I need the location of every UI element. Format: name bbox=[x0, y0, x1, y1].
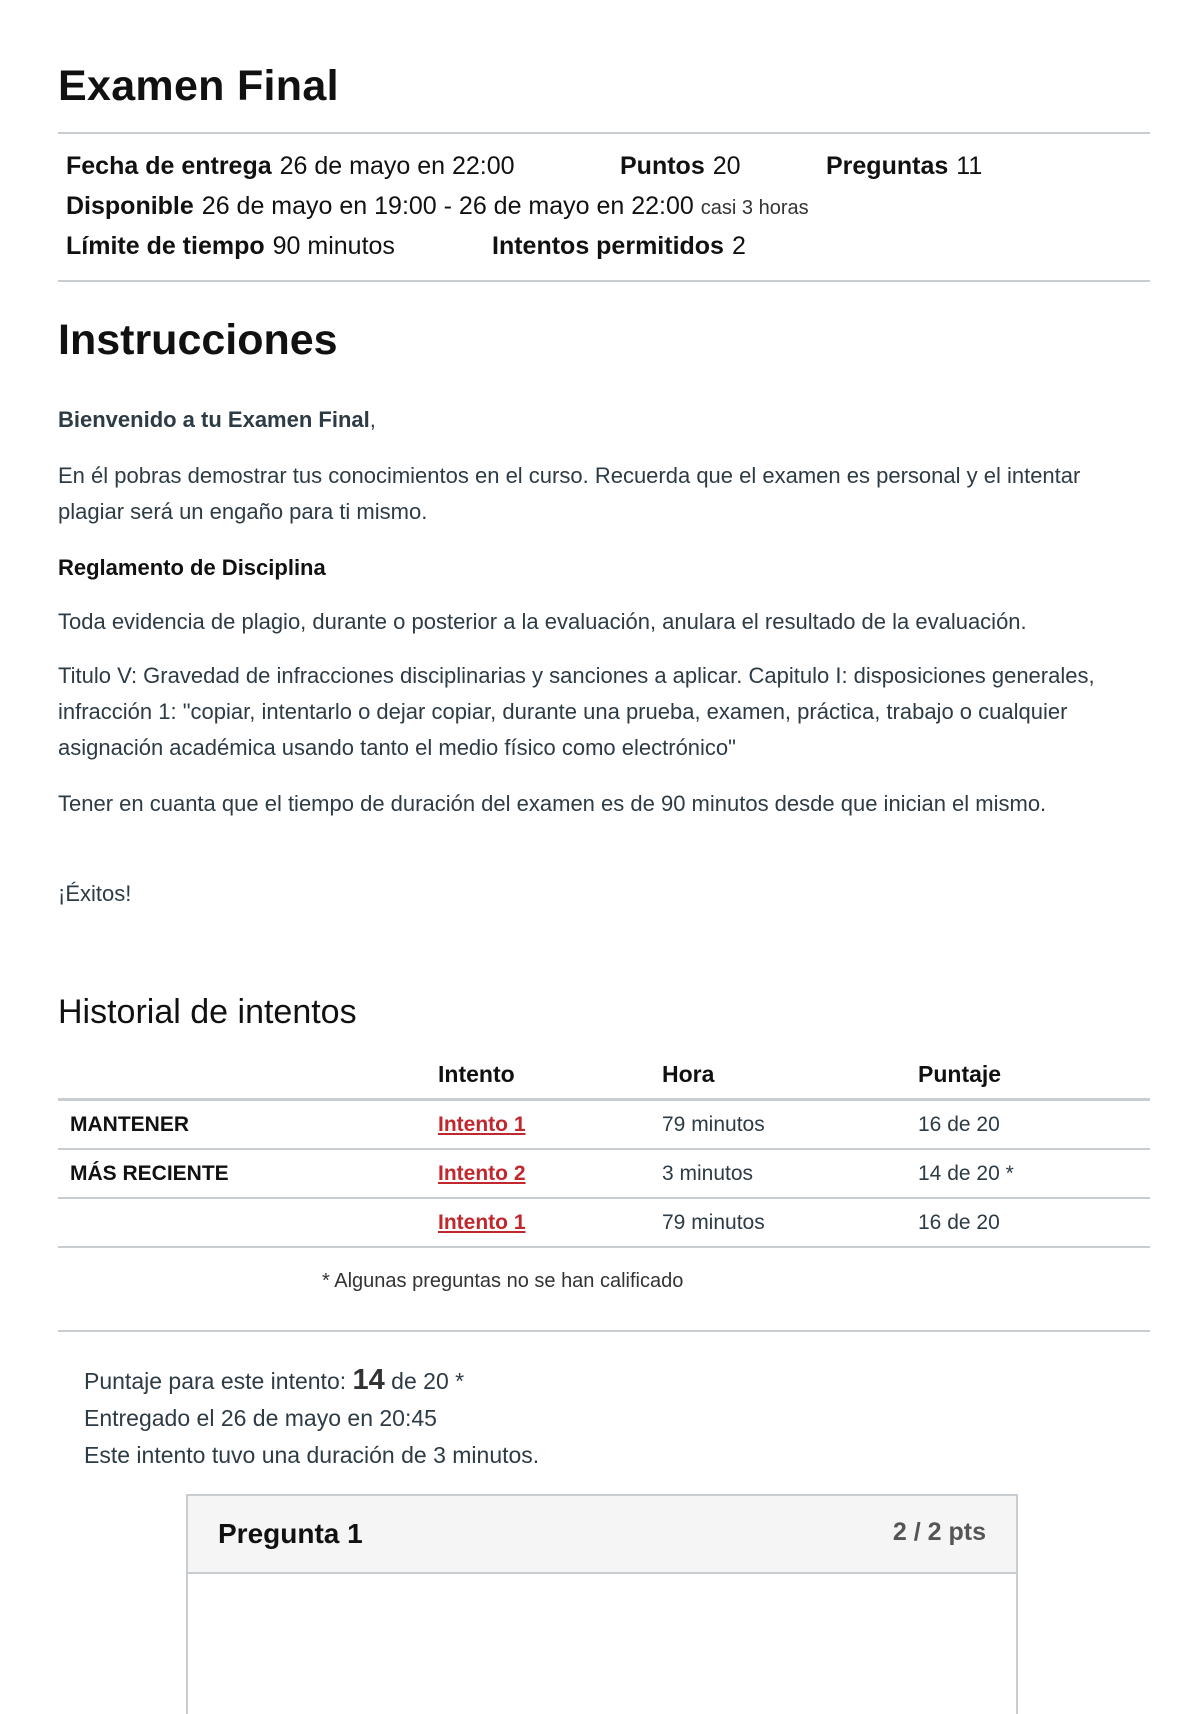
time-cell: 3 minutos bbox=[662, 1149, 918, 1198]
time-limit-label: Límite de tiempo bbox=[66, 232, 265, 260]
attempts-meta bbox=[492, 232, 746, 261]
due-value: 26 de mayo en 22:00 bbox=[279, 152, 515, 180]
column-header bbox=[58, 1050, 438, 1100]
available-row bbox=[66, 192, 809, 221]
page-title: Examen Final bbox=[58, 62, 339, 110]
instructions-paragraph: Titulo V: Gravedad de infracciones disciplinarias y sanciones a aplicar. Capitulo I: disposiciones generales, infracción 1: "copiar, intentarlo o dejar copiar, durante una prueba, examen, práctica, trabajo o cualquier asignación académica usando tanto el medio físico como electrónico" bbox=[58, 663, 1095, 760]
attempt-link[interactable]: Intento 1 bbox=[438, 1112, 526, 1136]
instructions-paragraph: ¡Éxitos! bbox=[58, 881, 132, 906]
points-meta bbox=[620, 152, 741, 181]
question-header bbox=[188, 1496, 1016, 1574]
attempt-cell bbox=[438, 1100, 662, 1150]
time-limit-value: 90 minutos bbox=[272, 232, 395, 260]
attempt-score bbox=[84, 1364, 464, 1397]
instructions-paragraph: Tener en cuanta que el tiempo de duración del examen es de 90 minutos desde que inician el mismo. bbox=[58, 791, 1047, 816]
table-row bbox=[58, 1100, 1150, 1150]
duration-text: Este intento tuvo una duración de 3 minutos. bbox=[84, 1442, 540, 1468]
questions-meta bbox=[826, 152, 982, 181]
table-row bbox=[58, 1198, 1150, 1247]
submitted-text: Entregado el 26 de mayo en 20:45 bbox=[84, 1405, 437, 1431]
due-date-row bbox=[66, 152, 515, 181]
score-cell: 14 de 20 * bbox=[918, 1149, 1150, 1198]
attempt-link[interactable]: Intento 2 bbox=[438, 1161, 526, 1185]
table-row bbox=[58, 1149, 1150, 1198]
table-header-row bbox=[58, 1050, 1150, 1100]
question-card bbox=[186, 1494, 1018, 1714]
attempt-cell bbox=[438, 1149, 662, 1198]
instructions-paragraph: En él pobras demostrar tus conocimientos en el curso. Recuerda que el examen es personal y el intentar plagiar será un engaño para ti mismo. bbox=[58, 463, 1081, 524]
time-limit-meta bbox=[66, 232, 395, 261]
time-cell: 79 minutos bbox=[662, 1198, 918, 1247]
instructions-paragraph: Toda evidencia de plagio, durante o posterior a la evaluación, anulara el resultado de la evaluación. bbox=[58, 609, 1027, 634]
divider bbox=[58, 1330, 1150, 1332]
column-header: Hora bbox=[662, 1050, 918, 1100]
score-suffix: de 20 * bbox=[384, 1368, 465, 1394]
questions-value: 11 bbox=[956, 152, 983, 180]
attempts-label: Intentos permitidos bbox=[492, 232, 724, 260]
history-heading: Historial de intentos bbox=[58, 993, 357, 1031]
welcome-bold: Bienvenido a tu Examen Final bbox=[58, 407, 370, 432]
attempts-value: 2 bbox=[731, 232, 746, 260]
score-value: 14 bbox=[352, 1364, 385, 1396]
points-label: Puntos bbox=[620, 152, 705, 180]
available-note: casi 3 horas bbox=[700, 197, 809, 219]
row-label: MÁS RECIENTE bbox=[58, 1149, 438, 1198]
due-label: Fecha de entrega bbox=[66, 152, 272, 180]
column-header: Puntaje bbox=[918, 1050, 1150, 1100]
welcome-text bbox=[58, 402, 1150, 438]
time-cell: 79 minutos bbox=[662, 1100, 918, 1150]
questions-label: Preguntas bbox=[826, 152, 949, 180]
attempt-link[interactable]: Intento 1 bbox=[438, 1210, 526, 1234]
grading-footnote: * Algunas preguntas no se han calificado bbox=[322, 1270, 684, 1292]
question-points: 2 / 2 pts bbox=[892, 1518, 986, 1546]
welcome-suffix: , bbox=[369, 407, 376, 432]
attempts-table bbox=[58, 1050, 1150, 1248]
points-value: 20 bbox=[712, 152, 741, 180]
available-value: 26 de mayo en 19:00 - 26 de mayo en 22:00 bbox=[201, 192, 694, 220]
column-header: Intento bbox=[438, 1050, 662, 1100]
divider bbox=[58, 280, 1150, 282]
score-cell: 16 de 20 bbox=[918, 1198, 1150, 1247]
score-cell: 16 de 20 bbox=[918, 1100, 1150, 1150]
available-label: Disponible bbox=[66, 192, 194, 220]
divider bbox=[58, 132, 1150, 134]
attempt-cell bbox=[438, 1198, 662, 1247]
score-prefix: Puntaje para este intento: bbox=[84, 1368, 353, 1394]
question-title: Pregunta 1 bbox=[218, 1518, 363, 1549]
instructions-heading: Instrucciones bbox=[58, 316, 338, 364]
row-label: MANTENER bbox=[58, 1100, 438, 1150]
rules-heading: Reglamento de Disciplina bbox=[58, 555, 326, 580]
row-label bbox=[58, 1198, 438, 1247]
